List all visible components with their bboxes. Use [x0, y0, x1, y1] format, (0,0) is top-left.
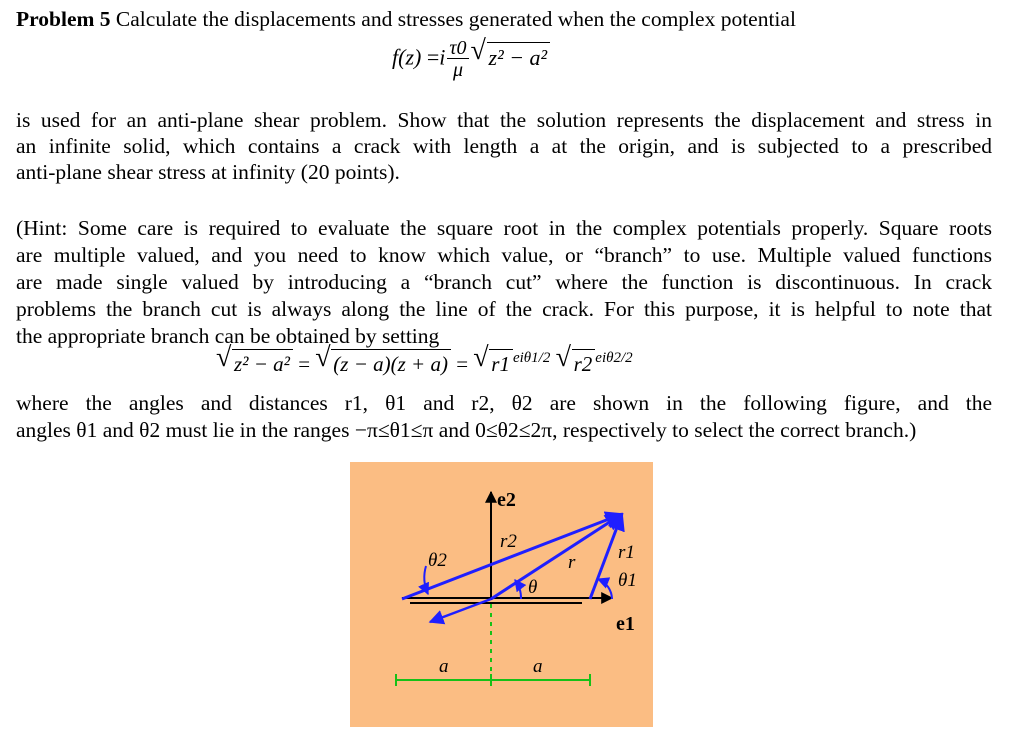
eq-i: i	[439, 44, 446, 70]
label-theta2: θ2	[428, 550, 447, 571]
eq-numerator: τ0	[449, 37, 467, 59]
crack-figure	[350, 462, 653, 727]
label-e1: e1	[616, 613, 635, 635]
eq-radicand: z² − a²	[487, 42, 551, 71]
eq-lhs: f(z)	[392, 44, 422, 70]
problem-heading	[16, 6, 992, 32]
branch-term-a: z² − a²	[232, 349, 293, 377]
hint-line: are multiple valued, and you need to know which value, or “branch” to use. Multiple valued functions	[16, 243, 992, 267]
branch-r1: r1	[489, 349, 513, 377]
problem-intro: Calculate the displacements and stresses generated when the complex potential	[115, 7, 796, 31]
hint-line: the appropriate branch can be obtained by setting	[16, 324, 440, 348]
label-r2: r2	[500, 531, 517, 552]
label-e2: e2	[497, 489, 516, 511]
label-a-right: a	[533, 656, 543, 677]
body-line: anti-plane shear stress at infinity (20 points).	[16, 160, 400, 184]
branch-eq2: =	[456, 352, 469, 376]
branch-eq1: =	[298, 352, 311, 376]
branch-equation: √ z² − a² = √ (z − a)(z + a) = √ r1 $^{ei\theta 1/2}$ √ r2 $^{ei\theta 2/2}$	[216, 342, 633, 376]
label-r1: r1	[618, 542, 635, 563]
branch-term-b: (z − a)(z + a)	[331, 349, 451, 377]
closing-line: angles θ1 and θ2 must lie in the ranges −π≤θ1≤π and 0≤θ2≤2π, respectively to select the correct branch.)	[16, 418, 917, 442]
eq-denominator: μ	[452, 59, 463, 81]
label-theta1: θ1	[618, 570, 637, 591]
body-line: is used for an anti-plane shear problem. Show that the solution represents the displacement and stress in	[16, 108, 992, 132]
eq-fraction	[447, 38, 468, 81]
label-theta: θ	[528, 577, 538, 598]
branch-exp2: eiθ2/2	[595, 350, 633, 366]
branch-r2: r2	[572, 349, 596, 377]
label-a-left: a	[439, 656, 449, 677]
eq-sqrt: √ z² − a²	[471, 42, 551, 71]
branch-exp1: eiθ1/2	[512, 350, 551, 366]
body-line: an infinite solid, which contains a crack with length a at the origin, and is subjected to a prescribed	[16, 134, 992, 158]
label-r: r	[568, 552, 576, 573]
closing-line: where the angles and distances r1, θ1 and r2, θ2 are shown in the following figure, and the	[16, 391, 992, 415]
eq-equals: =	[426, 44, 440, 70]
potential-equation	[392, 34, 550, 81]
hint-line: problems the branch cut is always along the line of the crack. For this purpose, it is helpful to note that	[16, 297, 992, 321]
problem-label: Problem 5	[16, 7, 111, 31]
hint-line: are made single valued by introducing a “branch cut” where the function is discontinuous. In crack	[16, 270, 992, 294]
hint-line: (Hint: Some care is required to evaluate the square root in the complex potentials properly. Square roots	[16, 216, 992, 240]
